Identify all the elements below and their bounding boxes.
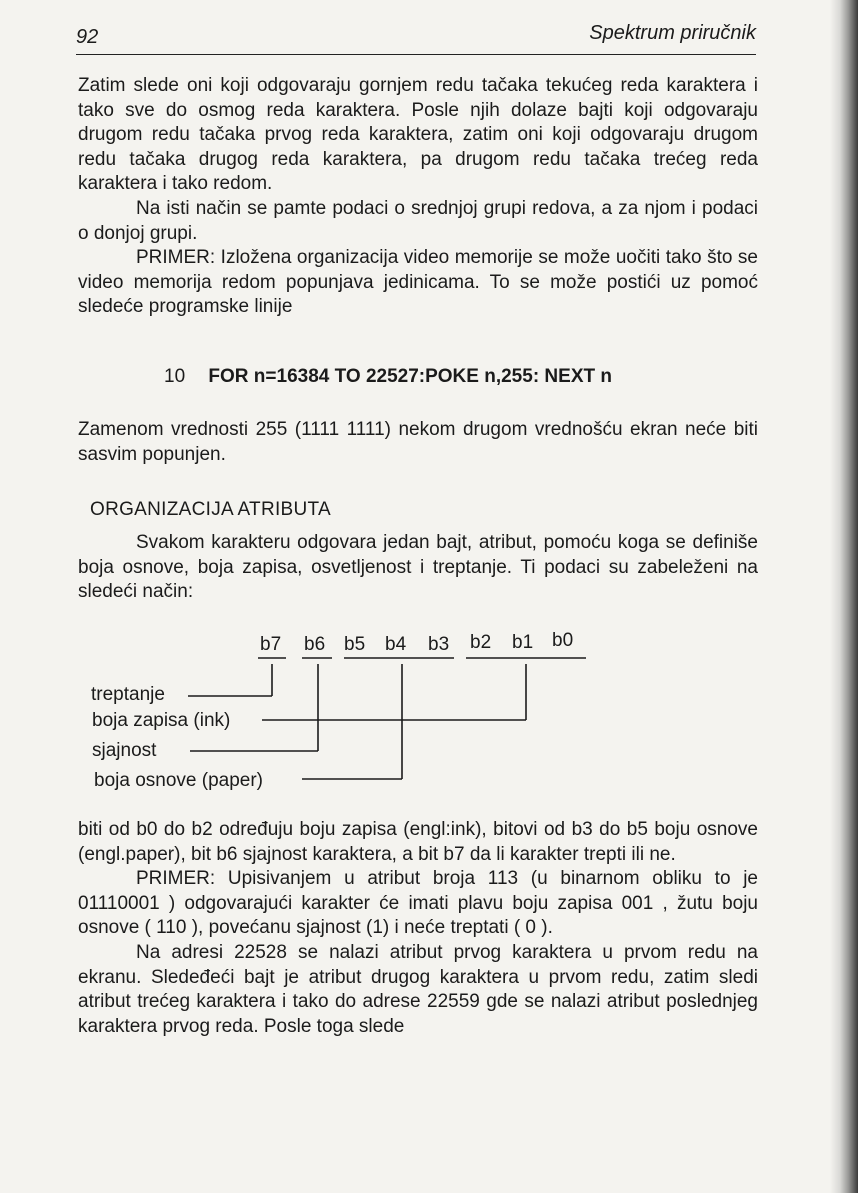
bit-label-b3: b3: [428, 634, 450, 655]
bit-label-b0: b0: [552, 630, 574, 651]
page-header: [76, 22, 756, 55]
text-block-intro: [78, 531, 758, 605]
bit-label-b4: b4: [385, 634, 407, 655]
bit-label-b5: b5: [344, 634, 366, 655]
paragraph-7: PRIMER: Upisivanjem u atribut broja 113 (u binarnom obliku to je 01110001 ) odgovarajući karakter će imati plavu boju zapisa 001 , žutu boju osnove ( 110 ), povećanu sjajnost (1) i neće treptati ( 0 ).: [78, 868, 758, 939]
bit-label-b2: b2: [470, 632, 492, 653]
bit-label-b6: b6: [304, 634, 326, 655]
text-block-middle: [78, 418, 758, 467]
paragraph-4: Zamenom vrednosti 255 (1111 1111) nekom drugom vrednošću ekran neće biti sasvim popunjen.: [78, 419, 758, 465]
paragraph-5: Svakom karakteru odgovara jedan bajt, atribut, pomoću koga se definiše boja osnove, boja zapisa, osvetljenost i treptanje. Ti podaci su zabeleženi na sledeći način:: [78, 532, 758, 603]
attribute-byte-diagram: [80, 628, 620, 808]
code-line: [164, 366, 612, 388]
section-heading: ORGANIZACIJA ATRIBUTA: [90, 499, 332, 520]
paragraph-2: Na isti način se pamte podaci o srednjoj grupi redova, a za njom i podaci o donjoj grupi.: [78, 197, 758, 244]
page-number: 92: [76, 26, 99, 48]
paragraph-1: Zatim slede oni koji odgovaraju gornjem redu tačaka tekućeg reda karaktera i tako sve do osmog reda karaktera. Posle njih dolaze bajti koji odgovaraju drugom redu tačaka prvog reda karaktera, zatim oni koji odgovaraju drugom redu tačaka drugog reda karaktera, pa drugom redu tačaka trećeg reda karaktera i tako redom.: [78, 75, 758, 195]
field-label-sjajnost: sjajnost: [92, 740, 157, 761]
field-label-ink: boja zapisa (ink): [92, 710, 231, 731]
code-line-number: 10: [164, 366, 186, 387]
bit-label-b7: b7: [260, 634, 282, 655]
field-label-paper: boja osnove (paper): [94, 770, 263, 791]
scan-edge-shadow: [830, 0, 858, 1193]
running-title: Spektrum priručnik: [589, 22, 756, 44]
paragraph-3: PRIMER: Izložena organizacija video memorije se može uočiti tako što se video memorija redom popunjava jedinicama. To se može postići uz pomoć sledeće programske linije: [78, 247, 758, 318]
field-label-treptanje: treptanje: [91, 684, 165, 705]
paragraph-6: biti od b0 do b2 određuju boju zapisa (engl:ink), bitovi od b3 do b5 boju osnove (engl.paper), bit b6 sjajnost karaktera, a bit b7 da li karakter trepti ili ne.: [78, 819, 758, 865]
text-block-top: [78, 74, 758, 320]
paragraph-8: Na adresi 22528 se nalazi atribut prvog karaktera u prvom redu na ekranu. Sledeđeći bajt je atribut drugog karaktera u prvom redu, zatim sledi atribut trećeg karaktera i tako do adrese 22559 gde se nalazi atribut poslednjeg karaktera prvog reda. Posle toga slede: [78, 941, 758, 1037]
bit-label-b1: b1: [512, 632, 534, 653]
text-block-bottom: [78, 818, 758, 1039]
code-statement: FOR n=16384 TO 22527:POKE n,255: NEXT n: [208, 366, 612, 387]
